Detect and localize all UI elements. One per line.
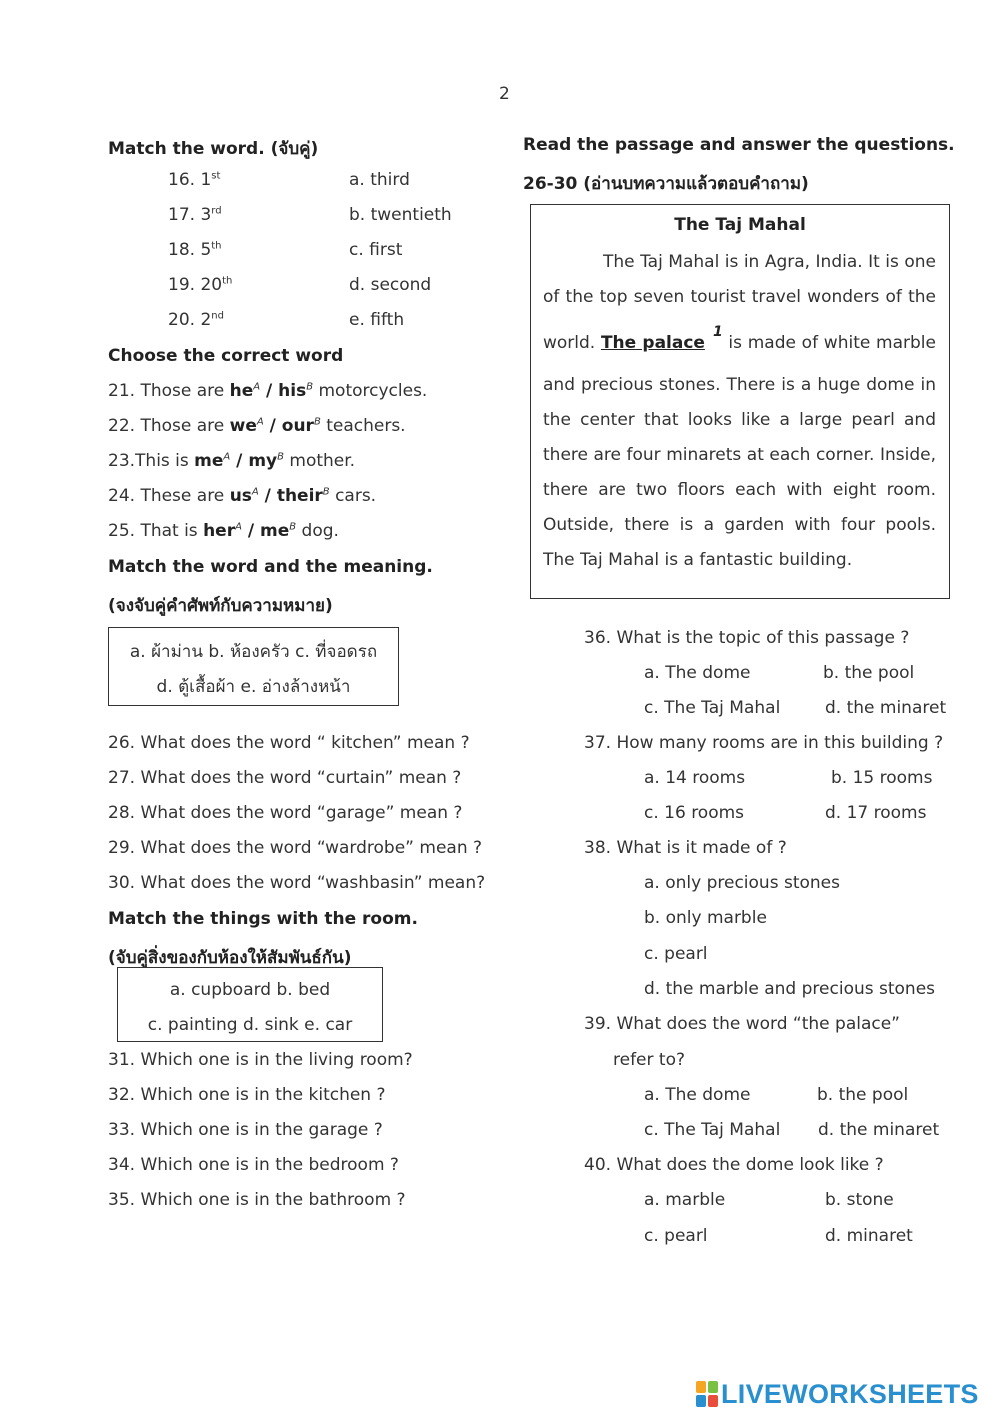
choose-item: 25. That is $her^A / me^B$ dog. [108,521,339,541]
option-d: d. the minaret [818,1120,940,1140]
meaning-box-line: a. ผ้าม่าน b. ห้องครัว c. ที่จอดรถ [129,642,378,662]
matching-heading: Match the word. (จับคู่) [108,139,319,159]
rooms-box-line: a. cupboard b. bed [169,980,331,1000]
page-number: 2 [499,84,510,104]
reference-mark: 1 [712,324,723,340]
passage-line: and precious stones. There is a huge dome in [543,375,936,395]
option-b: b. the pool [823,663,915,683]
passage-line: the center that looks like a large pearl and [543,410,936,430]
passage-line: there are four minarets at each corner. Inside, [543,445,936,465]
option-a: a. marble [644,1190,726,1210]
matching-answer: b. twentieth [349,205,452,225]
rooms-question: 32. Which one is in the kitchen ? [108,1085,386,1105]
question-text: 39. What does the word “the palace” [584,1014,900,1034]
rooms-heading: Match the things with the room. [108,909,418,929]
choose-item: 22. Those are $we^A / our^B$ teachers. [108,416,406,436]
rooms-heading-thai: (จับคู่สิ่งของกับห้องให้สัมพันธ์กัน) [108,948,352,968]
meaning-word-box [108,627,399,706]
meaning-question: 26. What does the word “ kitchen” mean ? [108,733,470,753]
option-d: d. 17 rooms [825,803,927,823]
matching-number: 16. 1st [168,170,221,190]
meaning-question: 29. What does the word “wardrobe” mean ? [108,838,483,858]
choose-heading: Choose the correct word [108,346,344,366]
question-text-continued: refer to? [613,1050,686,1070]
option-c: c. pearl [644,1226,708,1246]
rooms-question: 31. Which one is in the living room? [108,1050,413,1070]
passage-box [530,204,950,599]
passage-line: The Taj Mahal is a fantastic building. [543,550,853,570]
question-text: 36. What is the topic of this passage ? [584,628,910,648]
matching-number: 20. 2nd [168,310,224,330]
matching-number: 18. 5th [168,240,222,260]
option-b: b. 15 rooms [831,768,933,788]
option-d: d. the minaret [825,698,947,718]
rooms-word-box [117,967,383,1042]
matching-number: 17. 3rd [168,205,222,225]
liveworksheets-logo-text: LIVEWORKSHEETS [721,1378,979,1409]
liveworksheets-logo[interactable] [696,1378,979,1410]
passage-line: there are two floors each with eight room. [543,480,936,500]
meaning-heading: Match the word and the meaning. [108,557,433,577]
option-a: a. only precious stones [644,873,840,893]
passage-line: Outside, there is a garden with four pools. [543,515,936,535]
passage-line: of the top seven tourist travel wonders of the [543,287,936,307]
rooms-question: 34. Which one is in the bedroom ? [108,1155,399,1175]
matching-answer: e. fifth [349,310,405,330]
liveworksheets-logo-icon [696,1381,718,1407]
meaning-box-line: d. ตู้เสื้อผ้า e. อ่างล้างหน้า [156,677,351,697]
option-d: d. minaret [825,1226,913,1246]
rooms-question: 35. Which one is in the bathroom ? [108,1190,406,1210]
option-c: c. 16 rooms [644,803,745,823]
option-c: c. pearl [644,944,708,964]
meaning-heading-thai: (จงจับคู่คำศัพท์กับความหมาย) [108,596,333,616]
option-b: b. the pool [817,1085,909,1105]
matching-answer: a. third [349,170,410,190]
option-d: d. the marble and precious stones [644,979,936,999]
choose-item: 24. These are $us^A$ / their$^B$ cars. [108,486,377,506]
option-c: c. The Taj Mahal [644,698,781,718]
rooms-question: 33. Which one is in the garage ? [108,1120,383,1140]
meaning-question: 28. What does the word “garage” mean ? [108,803,463,823]
question-text: 40. What does the dome look like ? [584,1155,884,1175]
reading-heading: Read the passage and answer the questions. [523,135,955,155]
matching-answer: c. first [349,240,403,260]
reading-subheading: 26-30 (อ่านบทความแล้วตอบคำถาม) [523,174,809,194]
meaning-question: 30. What does the word “washbasin” mean? [108,873,486,893]
choose-item: 23.This is $me^A / my^B$ mother. [108,451,356,471]
rooms-box-line: c. painting d. sink e. car [147,1015,353,1035]
passage-line: The Taj Mahal is in Agra, India. It is one [603,252,936,272]
the-palace-underlined: The palace [600,333,705,353]
passage-line: world. The palace$^1$ is made of white marble [543,324,936,353]
meaning-question: 27. What does the word “curtain” mean ? [108,768,462,788]
matching-number: 19. 20th [168,275,233,295]
question-text: 38. What is it made of ? [584,838,787,858]
matching-answer: d. second [349,275,432,295]
option-b: b. only marble [644,908,767,928]
option-a: a. 14 rooms [644,768,746,788]
option-c: c. The Taj Mahal [644,1120,781,1140]
question-text: 37. How many rooms are in this building ? [584,733,944,753]
option-b: b. stone [825,1190,894,1210]
passage-title: The Taj Mahal [674,215,806,235]
option-a: a. The dome [644,1085,751,1105]
option-a: a. The dome [644,663,751,683]
choose-item: 21. Those are $he^A / his^B$ motorcycles. [108,381,428,401]
